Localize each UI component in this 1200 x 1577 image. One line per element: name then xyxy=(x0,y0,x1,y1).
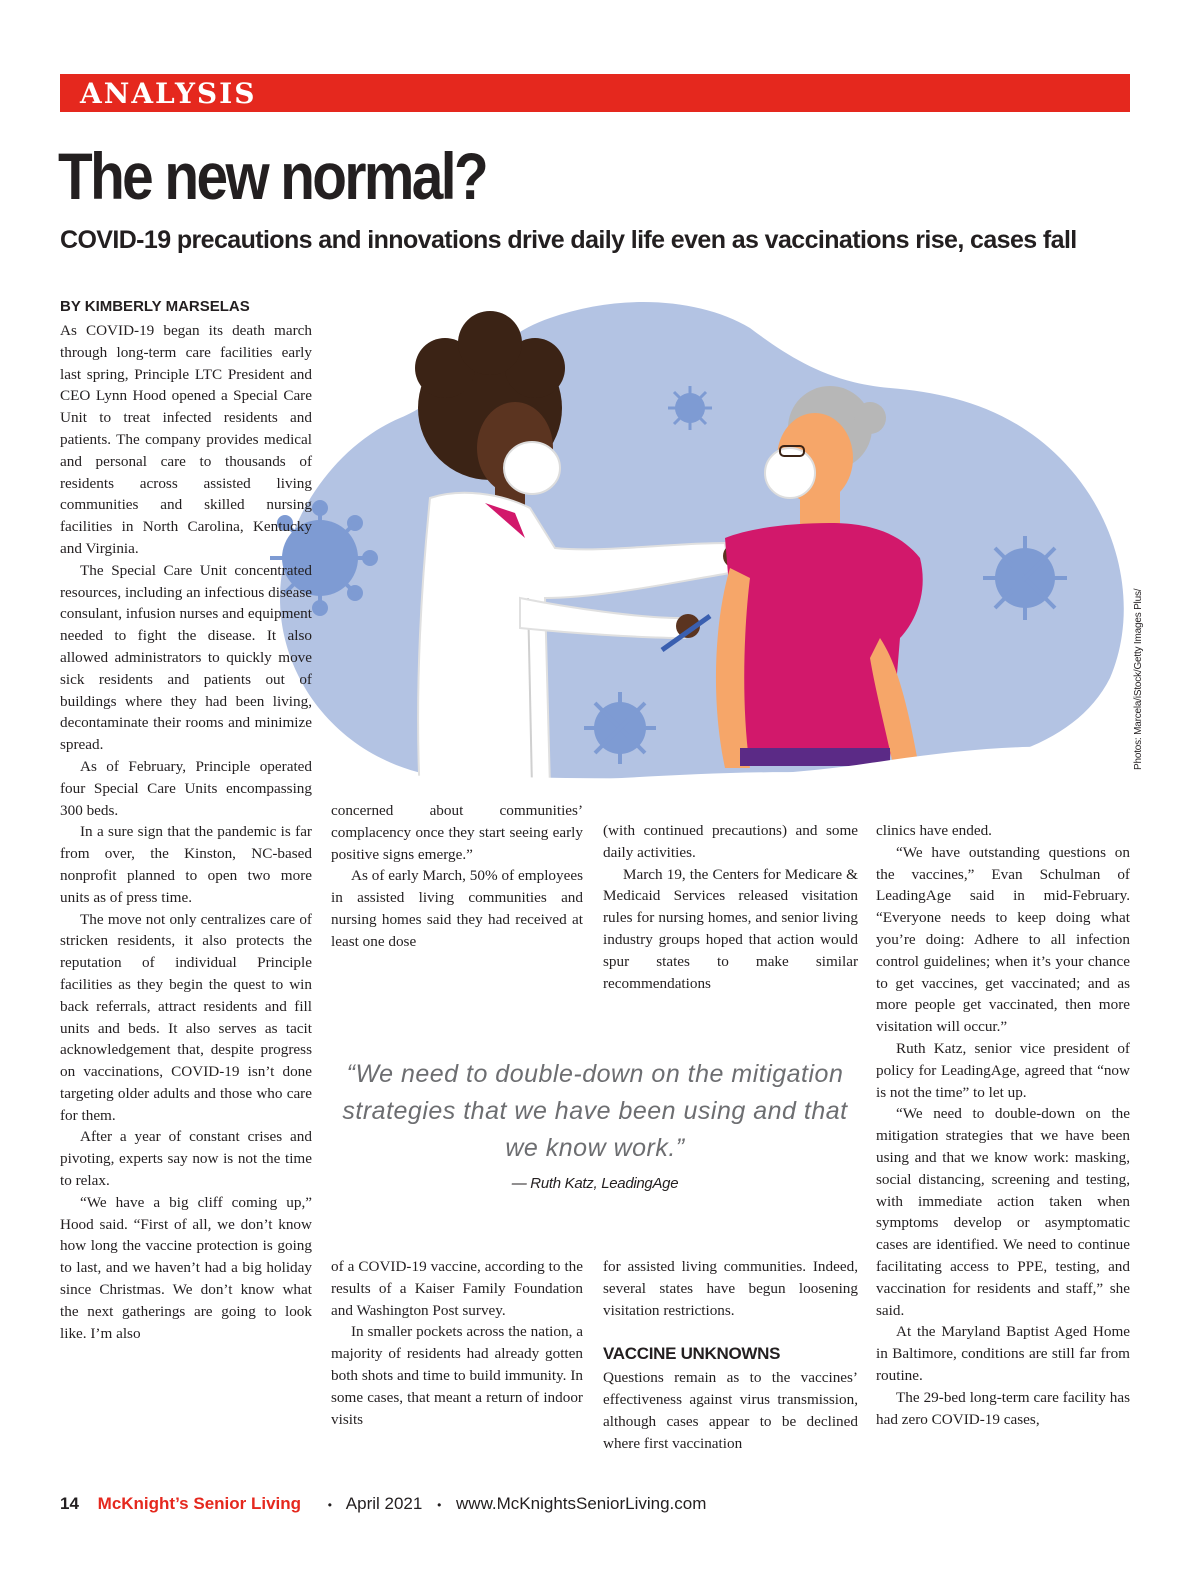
paragraph: The move not only centralizes care of stricken residents, it also protects the reputation of individual Principle facilities as they begin the quest to win back referrals, attract residents and fill units and beds. It also serves as tacit acknowledgement that, despite progress on vaccinations, COVID-19 isn’t done targeting older adults and those who care for them. xyxy=(60,910,312,1124)
paragraph: concerned about communities’ complacency once they start seeing early positive signs emerge.” xyxy=(331,802,583,863)
paragraph: (with continued precautions) and some daily activities. xyxy=(603,822,858,861)
pull-quote: “We need to double-down on the mitigation strategies that we have been using and that we know work.” xyxy=(342,1060,848,1162)
section-label: ANALYSIS xyxy=(80,77,257,110)
paragraph: of a COVID-19 vaccine, according to the results of a Kaiser Family Foundation and Washington Post survey. xyxy=(331,1258,583,1319)
article-column-2-bottom xyxy=(331,1256,583,1430)
footer-bullet: • xyxy=(437,1498,442,1512)
issue-date: April 2021 xyxy=(345,1494,423,1513)
photo-credit: Photos: Marcela/iStock/Getty Images Plus/ xyxy=(1133,588,1144,770)
paragraph: The 29-bed long-term care facility has had zero COVID-19 cases, xyxy=(876,1388,1130,1428)
paragraph: Questions remain as to the vaccines’ effectiveness against virus transmission, although cases appear to be declined where first vaccination xyxy=(603,1369,858,1452)
paragraph: The Special Care Unit concentrated resources, including an infectious disease consulant, infusion nurses and equipment needed to fight the disease. It also allowed administrators to quickly move sick residents and patients out of buildings where they had been living, decontaminate their rooms and minimize spread. xyxy=(60,561,312,754)
paragraph: “We have a big cliff coming up,” Hood said. “First of all, we don’t know how long the vaccine protection is going to last, and we haven’t had a big holiday since Christmas. We don’t know what the next gatherings are going to look like. I’m also xyxy=(60,1193,312,1342)
paragraph: for assisted living communities. Indeed, several states have begun loosening visitation restrictions. xyxy=(603,1258,858,1319)
subhead: VACCINE UNKNOWNS xyxy=(603,1344,781,1364)
paragraph: In smaller pockets across the nation, a majority of residents had already gotten both shots and time to build immunity. In some cases, that meant a return of indoor visits xyxy=(331,1323,583,1428)
virus-icon-right xyxy=(983,536,1067,620)
byline: BY KIMBERLY MARSELAS xyxy=(60,298,250,315)
publication-url: www.McKnightsSeniorLiving.com xyxy=(456,1494,707,1513)
paragraph: As of early March, 50% of employees in assisted living communities and nursing homes said they had received at least one dose xyxy=(331,867,583,950)
vaccination-illustration xyxy=(270,298,1130,798)
deck: COVID-19 precautions and innovations drive daily life even as vaccinations rise, cases fall xyxy=(60,226,1077,254)
paragraph: “We need to double-down on the mitigation strategies that we have been using and that we know work: masking, social distancing, screening and testing, with immediate action taken when symptoms develop or asymptomatic cases are identified. We need to continue facilitating access to PPE, testing, and vaccination for residents and staff,” she said. xyxy=(876,1105,1130,1319)
page-number: 14 xyxy=(60,1494,79,1513)
article-column-3-top xyxy=(603,820,858,994)
paragraph: As COVID-19 began its death march through long-term care facilities early last spring, Principle LTC President and CEO Lynn Hood opened a Special Care Unit to treat infected residents and patients. The company provides medical and personal care to thousands of residents across assisted living communities and skilled nursing facilities in North Carolina, Kentucky and Virginia. xyxy=(60,322,312,557)
headline: The new normal? xyxy=(58,139,487,213)
paragraph: Ruth Katz, senior vice president of policy for LeadingAge, agreed that “now is not the time” to let up. xyxy=(876,1039,1130,1101)
paragraph: After a year of constant crises and pivoting, experts say now is not the time to relax. xyxy=(60,1128,312,1190)
section-banner xyxy=(60,74,1130,112)
background-blob xyxy=(280,302,1124,781)
paragraph: As of February, Principle operated four Special Care Units encompassing 300 beds. xyxy=(60,757,312,819)
paragraph: At the Maryland Baptist Aged Home in Baltimore, conditions are still far from routine. xyxy=(876,1323,1130,1384)
publication-name: McKnight’s Senior Living xyxy=(97,1494,302,1513)
paragraph: In a sure sign that the pandemic is far from over, the Kinston, NC-based nonprofit planned to open two more units as of press time. xyxy=(60,823,312,906)
article-column-3-bottom xyxy=(603,1256,858,1454)
footer-bullet: • xyxy=(327,1498,332,1512)
article-column-1 xyxy=(60,320,312,1344)
page-footer xyxy=(60,1494,706,1518)
virus-icon-top xyxy=(668,386,712,430)
article-column-2-top xyxy=(331,800,583,953)
paragraph: “We have outstanding questions on the vaccines,” Evan Schulman of LeadingAge said in mid-February. “Everyone needs to keep doing what you’re doing: Adhere to all infection control guidelines; when it’s your chance to get vaccines, get vaccinated; and as more people get vaccinated, then more visitation will occur.” xyxy=(876,843,1130,1036)
pull-quote-attribution: — Ruth Katz, LeadingAge xyxy=(511,1175,679,1192)
paragraph: March 19, the Centers for Medicare & Medicaid Services released visitation rules for nursing homes, and senior living industry groups hoped that action would spur states to make similar recommendations xyxy=(603,865,858,992)
paragraph: clinics have ended. xyxy=(876,822,992,839)
article-column-4 xyxy=(876,820,1130,1430)
